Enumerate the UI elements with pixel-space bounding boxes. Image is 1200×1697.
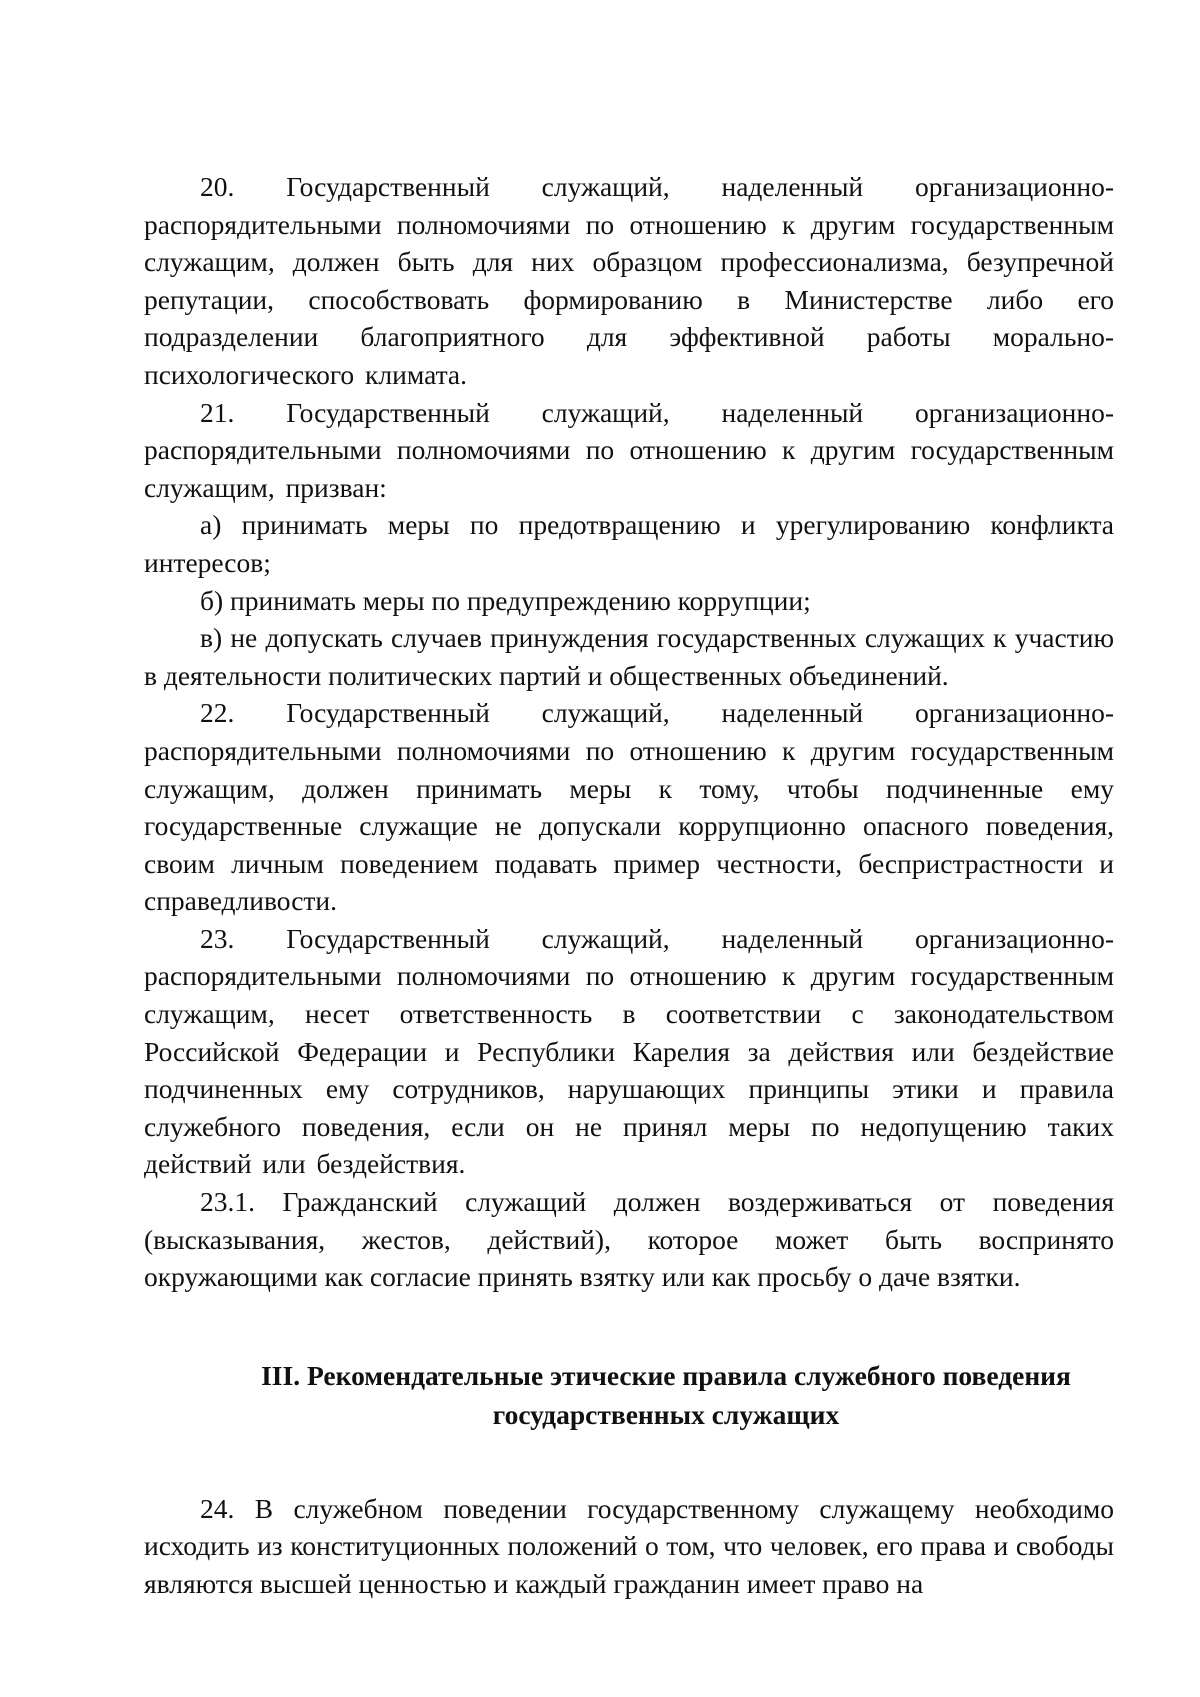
section-heading-line-2: государственных служащих	[492, 1398, 840, 1430]
paragraph-23: 23. Государственный служащий, наделенный организационно-распорядительными полномочиями по отношению к другим государственным служащим, несет ответственность в соответствии с законодательством Российской Федерации и Республики Карелия за действия или бездействие подчиненных ему сотрудников, нарушающих принципы этики и правила служебного поведения, если он не принял меры по недопущению таких действий или бездействия.	[144, 922, 1114, 1180]
paragraph-21-b: б) принимать меры по предупреждению коррупции;	[200, 584, 811, 616]
paragraph-21: 21. Государственный служащий, наделенный организационно-распорядительными полномочиями по отношению к другим государственным служащим, призван:	[144, 396, 1114, 503]
document-page	[144, 168, 1114, 1603]
paragraph-20: 20. Государственный служащий, наделенный организационно-распорядительными полномочиями по отношению к другим государственным служащим, должен быть для них образцом профессионализма, безупречной репутации, способствовать формированию в Министерстве либо его подразделении благоприятного для эффективной работы морально-психологического климата.	[144, 171, 1114, 390]
paragraph-22: 22. Государственный служащий, наделенный организационно-распорядительными полномочиями по отношению к другим государственным служащим, должен принимать меры к тому, чтобы подчиненные ему государственные служащие не допускали коррупционно опасного поведения, своим личным поведением подавать пример честности, беспристрастности и справедливости.	[144, 697, 1114, 917]
paragraph-21-a: а) принимать меры по предотвращению и урегулированию конфликта интересов;	[144, 509, 1114, 578]
paragraph-23-1: 23.1. Гражданский служащий должен воздерживаться от поведения (высказывания, жестов, действий), которое может быть воспринято окружающими как согласие принять взятку или как просьбу о даче взятки.	[144, 1186, 1114, 1293]
paragraph-24: 24. В служебном поведении государственному служащему необходимо исходить из конституционных положений о том, что человек, его права и свободы являются высшей ценностью и каждый гражданин имеет право на	[144, 1492, 1114, 1599]
section-heading	[144, 1356, 1114, 1434]
paragraph-21-c: в) не допускать случаев принуждения государственных служащих к участию в деятельности политических партий и общественных объединений.	[144, 622, 1114, 691]
section-heading-line-1: III. Рекомендательные этические правила служебного поведения	[261, 1359, 1071, 1391]
